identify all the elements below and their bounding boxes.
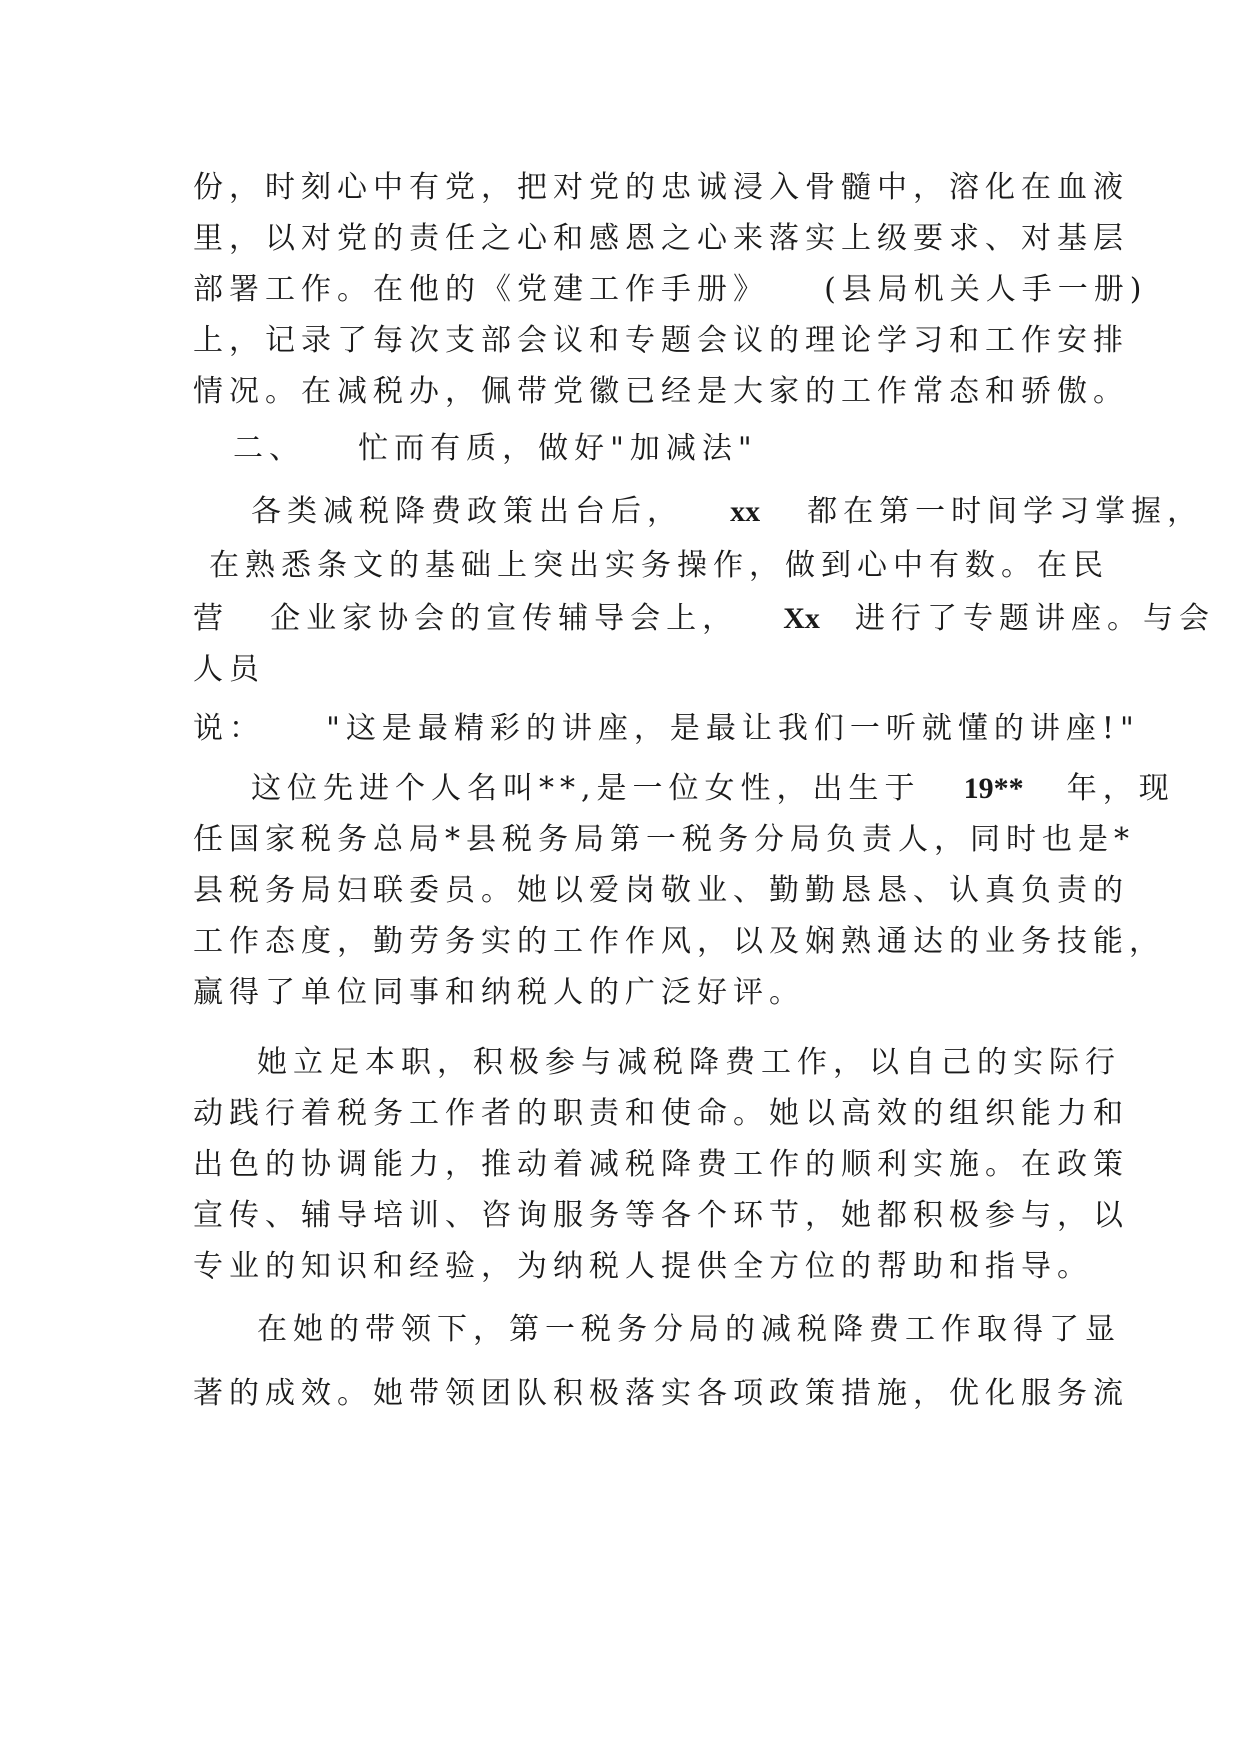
section-heading-2	[193, 429, 1053, 469]
para1-line4: 上，记录了每次支部会议和专题会议的理论学习和工作安排	[193, 323, 1129, 358]
para1-line3	[193, 270, 1148, 310]
para3-line1-part1: 这位先进个人名叫**,是一位女性，出生于	[251, 771, 921, 806]
para3-line4: 工作态度，勤劳务实的工作作风，以及娴熟通达的业务技能，	[193, 924, 1165, 959]
para4-line1: 她立足本职，积极参与减税降费工作，以自己的实际行	[257, 1045, 1121, 1080]
para5-line1: 在她的带领下，第一税务分局的减税降费工作取得了显	[257, 1312, 1121, 1347]
para3-line1	[193, 769, 1175, 809]
para2-line3-part2: 企业家协会的宣传辅导会上，	[270, 601, 739, 636]
para3-line2: 任国家税务总局*县税务局第一税务分局负责人，同时也是*	[193, 822, 1135, 857]
para2-line1-part1: 各类减税降费政策出台后，	[251, 494, 683, 529]
para3-line3: 县税务局妇联委员。她以爱岗敬业、勤勤恳恳、认真负责的	[193, 873, 1129, 908]
para1-line3-part1: 部署工作。在他的《党建工作手册》	[193, 272, 769, 307]
para1-line1: 份，时刻心中有党，把对党的忠诚浸入骨髓中，溶化在血液	[193, 170, 1129, 205]
para2-line3-part1: 营	[193, 601, 229, 636]
para3-line1-part2: 年，现	[1066, 771, 1175, 806]
para5-line2: 著的成效。她带领团队积极落实各项政策措施，优化服务流	[193, 1376, 1129, 1411]
para1-line5: 情况。在减税办，佩带党徽已经是大家的工作常态和骄傲。	[193, 374, 1129, 409]
section-heading-title: 忙而有质，做好"加减法"	[358, 431, 758, 466]
para2-line1	[193, 492, 1204, 532]
para3-birth-year: 19**	[963, 772, 1024, 805]
para2-name-placeholder-1: xx	[730, 495, 761, 528]
para2-line2: 在熟悉条文的基础上突出实务操作，做到心中有数。在民	[209, 548, 1109, 583]
para4-line3: 出色的协调能力，推动着减税降费工作的顺利实施。在政策	[193, 1147, 1129, 1182]
para4-line2: 动践行着税务工作者的职责和使命。她以高效的组织能力和	[193, 1096, 1129, 1131]
para2-line5	[193, 709, 1140, 749]
para1-line3-part2: (县局机关人手一册)	[824, 272, 1148, 307]
para2-name-placeholder-2: Xx	[783, 602, 820, 635]
para2-line3-part3: 进行了专题讲座。与会	[854, 601, 1215, 636]
para4-line5: 专业的知识和经验，为纳税人提供全方位的帮助和指导。	[193, 1249, 1093, 1284]
para2-line1-part2: 都在第一时间学习掌握，	[807, 494, 1204, 529]
para2-line4: 人员	[193, 652, 265, 687]
para2-quote: "这是最精彩的讲座，是最让我们一听就懂的讲座!"	[326, 711, 1140, 746]
para2-line3	[193, 599, 1215, 639]
para1-line2: 里，以对党的责任之心和感恩之心来落实上级要求、对基层	[193, 221, 1129, 256]
section-heading-number: 二、	[233, 431, 305, 466]
para2-line5-part1: 说：	[193, 711, 265, 746]
para4-line4: 宣传、辅导培训、咨询服务等各个环节，她都积极参与，以	[193, 1198, 1129, 1233]
para3-line5: 赢得了单位同事和纳税人的广泛好评。	[193, 975, 805, 1010]
